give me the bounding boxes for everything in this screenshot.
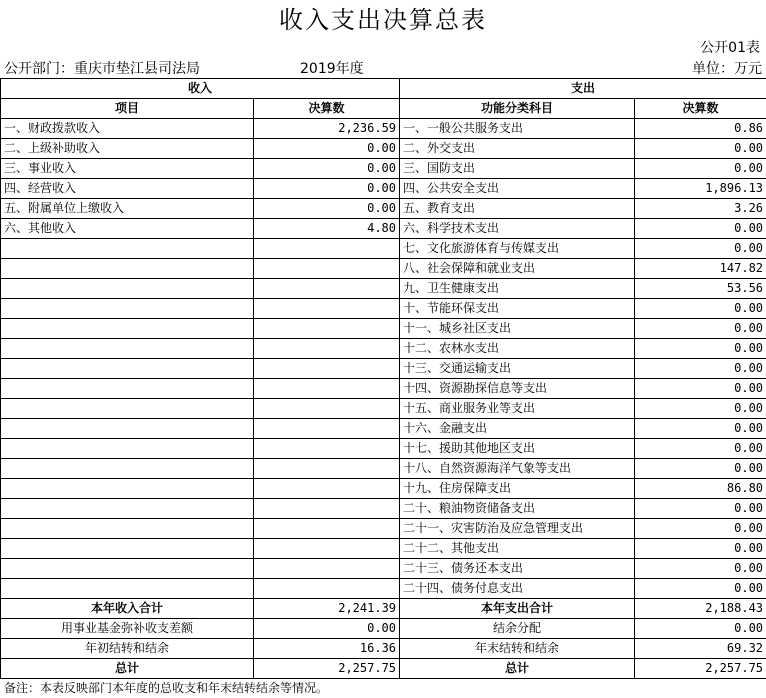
table-row	[1, 359, 766, 379]
summary-income-label: 年初结转和结余	[1, 639, 254, 659]
income-amount	[254, 259, 400, 279]
expense-item: 二十、粮油物资储备支出	[400, 499, 635, 519]
expense-item: 一、一般公共服务支出	[400, 119, 635, 139]
expense-amount: 86.80	[635, 479, 766, 499]
income-item	[1, 419, 254, 439]
summary-income-amount: 0.00	[254, 619, 400, 639]
income-amount	[254, 459, 400, 479]
expense-item: 二十一、灾害防治及应急管理支出	[400, 519, 635, 539]
income-item: 二、上级补助收入	[1, 139, 254, 159]
expense-amount: 0.00	[635, 219, 766, 239]
expense-item: 四、公共安全支出	[400, 179, 635, 199]
summary-expense-amount: 2,257.75	[635, 659, 766, 679]
expense-item: 十八、自然资源海洋气象等支出	[400, 459, 635, 479]
summary-income-amount: 2,257.75	[254, 659, 400, 679]
table-body	[1, 119, 766, 599]
meta-row	[0, 59, 766, 79]
summary-income-amount: 2,241.39	[254, 599, 400, 619]
table-row	[1, 459, 766, 479]
table-row	[1, 519, 766, 539]
expense-amount: 53.56	[635, 279, 766, 299]
expense-item: 二、外交支出	[400, 139, 635, 159]
expense-amount: 0.00	[635, 299, 766, 319]
income-item	[1, 519, 254, 539]
expense-amount: 1,896.13	[635, 179, 766, 199]
expense-amount: 0.00	[635, 159, 766, 179]
income-header: 收入	[1, 79, 400, 99]
expense-amount: 147.82	[635, 259, 766, 279]
table-row	[1, 299, 766, 319]
income-item	[1, 299, 254, 319]
summary-row	[1, 619, 766, 639]
table-row	[1, 399, 766, 419]
income-amount	[254, 339, 400, 359]
summary-expense-label: 年末结转和结余	[400, 639, 635, 659]
summary-row	[1, 639, 766, 659]
expense-item: 十三、交通运输支出	[400, 359, 635, 379]
table-row	[1, 259, 766, 279]
income-amount	[254, 499, 400, 519]
expense-item: 十七、援助其他地区支出	[400, 439, 635, 459]
expense-amount: 0.00	[635, 139, 766, 159]
income-amount: 0.00	[254, 179, 400, 199]
expense-amount: 0.00	[635, 559, 766, 579]
expense-header: 支出	[400, 79, 766, 99]
section-header-row	[1, 79, 766, 99]
income-amount	[254, 299, 400, 319]
table-row	[1, 239, 766, 259]
summary-expense-label: 结余分配	[400, 619, 635, 639]
summary-expense-amount: 2,188.43	[635, 599, 766, 619]
income-item	[1, 439, 254, 459]
income-item: 三、事业收入	[1, 159, 254, 179]
expense-item: 十二、农林水支出	[400, 339, 635, 359]
expense-amount: 0.00	[635, 239, 766, 259]
expense-amount: 0.86	[635, 119, 766, 139]
table-row	[1, 539, 766, 559]
table-row	[1, 439, 766, 459]
summary-income-label: 本年收入合计	[1, 599, 254, 619]
expense-amount: 0.00	[635, 459, 766, 479]
income-amount	[254, 319, 400, 339]
expense-item: 十四、资源勘探信息等支出	[400, 379, 635, 399]
expense-amount: 0.00	[635, 499, 766, 519]
table-row	[1, 479, 766, 499]
table-row	[1, 179, 766, 199]
table-row	[1, 279, 766, 299]
summary-expense-label: 本年支出合计	[400, 599, 635, 619]
expense-amount: 0.00	[635, 579, 766, 599]
income-amount	[254, 479, 400, 499]
income-amount	[254, 519, 400, 539]
item-column-header: 项目	[1, 99, 254, 119]
table-summary	[1, 599, 766, 679]
income-amount	[254, 439, 400, 459]
page-title: 收入支出决算总表	[279, 6, 487, 34]
expense-amount: 0.00	[635, 439, 766, 459]
table-row	[1, 339, 766, 359]
expense-amount: 3.26	[635, 199, 766, 219]
income-amount: 0.00	[254, 159, 400, 179]
income-amount: 0.00	[254, 139, 400, 159]
expense-amount: 0.00	[635, 399, 766, 419]
year-label: 2019年度	[300, 61, 364, 77]
table-row	[1, 139, 766, 159]
table-row	[1, 159, 766, 179]
expense-item: 十、节能环保支出	[400, 299, 635, 319]
income-item	[1, 399, 254, 419]
income-amount: 4.80	[254, 219, 400, 239]
expense-amount: 0.00	[635, 359, 766, 379]
table-row	[1, 119, 766, 139]
unit-label: 单位：万元	[692, 61, 762, 77]
income-item: 五、附属单位上缴收入	[1, 199, 254, 219]
expense-item: 二十二、其他支出	[400, 539, 635, 559]
income-amount	[254, 559, 400, 579]
income-item: 四、经营收入	[1, 179, 254, 199]
summary-income-label: 总计	[1, 659, 254, 679]
expense-amount: 0.00	[635, 379, 766, 399]
expense-item: 十五、商业服务业等支出	[400, 399, 635, 419]
expense-item: 二十三、债务还本支出	[400, 559, 635, 579]
expense-amount: 0.00	[635, 519, 766, 539]
expense-amount: 0.00	[635, 539, 766, 559]
income-item	[1, 339, 254, 359]
income-amount	[254, 239, 400, 259]
expense-amount: 0.00	[635, 339, 766, 359]
income-item	[1, 319, 254, 339]
income-item	[1, 539, 254, 559]
summary-table	[0, 78, 766, 679]
table-row	[1, 559, 766, 579]
expense-amount: 0.00	[635, 319, 766, 339]
income-item	[1, 559, 254, 579]
income-amount: 0.00	[254, 199, 400, 219]
amount-column-header: 决算数	[254, 99, 400, 119]
footnote: 备注：本表反映部门本年度的总收支和年末结转结余等情况。	[4, 681, 329, 695]
income-item	[1, 259, 254, 279]
expense-item: 三、国防支出	[400, 159, 635, 179]
table-row	[1, 199, 766, 219]
summary-row	[1, 599, 766, 619]
summary-income-amount: 16.36	[254, 639, 400, 659]
income-item	[1, 239, 254, 259]
table-row	[1, 579, 766, 599]
income-amount	[254, 579, 400, 599]
income-item	[1, 459, 254, 479]
income-item	[1, 359, 254, 379]
expense-item: 十六、金融支出	[400, 419, 635, 439]
expense-item: 二十四、债务付息支出	[400, 579, 635, 599]
expense-item: 七、文化旅游体育与传媒支出	[400, 239, 635, 259]
summary-expense-amount: 0.00	[635, 619, 766, 639]
income-item: 六、其他收入	[1, 219, 254, 239]
form-number: 公开01表	[700, 40, 760, 56]
income-item	[1, 379, 254, 399]
expense-item: 九、卫生健康支出	[400, 279, 635, 299]
amount2-column-header: 决算数	[635, 99, 766, 119]
income-item	[1, 499, 254, 519]
summary-expense-label: 总计	[400, 659, 635, 679]
income-amount	[254, 399, 400, 419]
income-amount	[254, 379, 400, 399]
summary-income-label: 用事业基金弥补收支差额	[1, 619, 254, 639]
expense-item: 十九、住房保障支出	[400, 479, 635, 499]
func-item-column-header: 功能分类科目	[400, 99, 635, 119]
income-amount	[254, 279, 400, 299]
income-item	[1, 579, 254, 599]
table-row	[1, 499, 766, 519]
expense-item: 十一、城乡社区支出	[400, 319, 635, 339]
income-amount: 2,236.59	[254, 119, 400, 139]
expense-item: 五、教育支出	[400, 199, 635, 219]
income-amount	[254, 359, 400, 379]
income-amount	[254, 539, 400, 559]
summary-row	[1, 659, 766, 679]
income-amount	[254, 419, 400, 439]
expense-item: 八、社会保障和就业支出	[400, 259, 635, 279]
expense-item: 六、科学技术支出	[400, 219, 635, 239]
department-label: 公开部门：重庆市垫江县司法局	[4, 61, 200, 77]
table-row	[1, 419, 766, 439]
income-item	[1, 279, 254, 299]
expense-amount: 0.00	[635, 419, 766, 439]
summary-expense-amount: 69.32	[635, 639, 766, 659]
table-row	[1, 219, 766, 239]
column-header-row	[1, 99, 766, 119]
income-item: 一、财政拨款收入	[1, 119, 254, 139]
income-item	[1, 479, 254, 499]
table-row	[1, 319, 766, 339]
table-row	[1, 379, 766, 399]
